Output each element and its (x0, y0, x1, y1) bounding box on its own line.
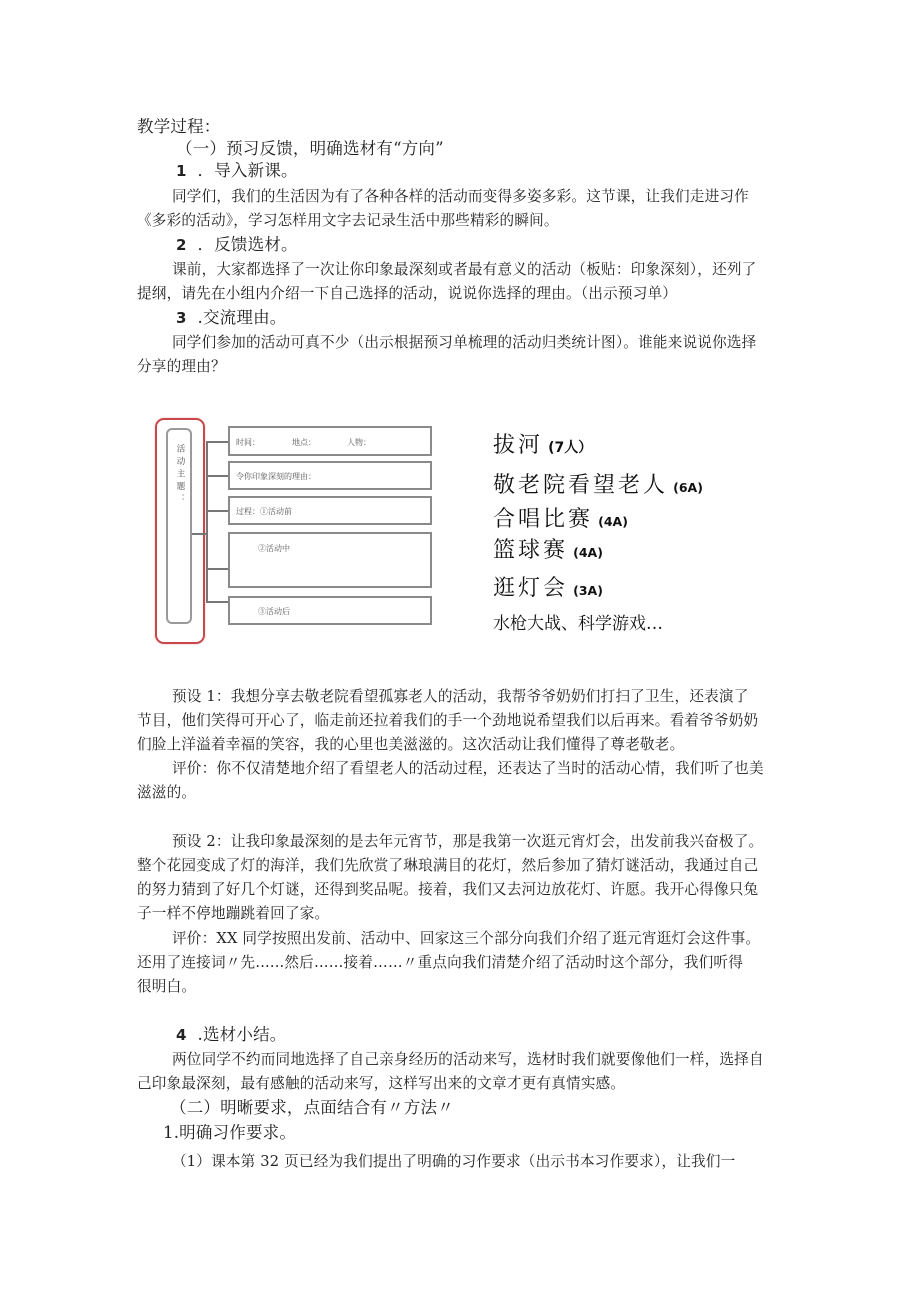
step1-title: ．导入新课。 (197, 161, 298, 180)
section2-sub1-item1: （1）课本第 32 页已经为我们提出了明确的习作要求（出示书本习作要求），让我们一 (172, 1153, 736, 1170)
tally-others: 水枪大战、科学游戏… (493, 614, 663, 634)
connector-branch-2 (206, 475, 228, 477)
step4-para-line1: 两位同学不约而同地选择了自己亲身经历的活动来写，选材时我们就要像他们一样，选择自 (172, 1051, 764, 1068)
step1-para-line2: 《多彩的活动》，学习怎样用文字去记录生活中那些精彩的瞬间。 (137, 212, 559, 229)
tally-count: (7人） (548, 440, 593, 456)
outline-box-during (228, 532, 432, 588)
connector-branch-4 (206, 568, 228, 570)
preset1-review-line2: 滋滋的。 (137, 784, 197, 801)
preset1-line3: 们脸上洋溢着幸福的笑容，我的心里也美滋滋的。这次活动让我们懂得了尊老敬老。 (137, 736, 685, 753)
tally-count: (3A) (573, 583, 603, 598)
tally-item (493, 428, 592, 459)
tally-count: (4A) (598, 514, 628, 529)
step3-para-line2: 分享的理由？ (137, 358, 226, 375)
process-before-label: 过程：①活动前 (236, 507, 292, 516)
step3-title: .交流理由。 (197, 308, 287, 327)
step4-para-line2: 己印象最深刻，最有感触的活动来写，这样写出来的文章才更有真情实感。 (137, 1075, 626, 1092)
step3-number: 3 (176, 309, 187, 327)
tally-activity: 逛灯会 (493, 576, 569, 601)
step1-heading (176, 160, 298, 182)
tally-count: (4A) (573, 545, 603, 560)
time-label: 时间： (236, 438, 260, 447)
process-during-label: ②活动中 (258, 544, 290, 553)
connector-stem (192, 533, 207, 535)
step2-title: ．反馈选材。 (197, 235, 298, 254)
heading-teaching-process: 教学过程： (137, 117, 221, 136)
preset2-line2: 整个花园变成了灯的海洋，我们先欣赏了琳琅满目的花灯，然后参加了猜灯谜活动，我通过自己 (137, 857, 759, 874)
tally-activity: 合唱比赛 (493, 507, 594, 532)
outline-box-reason (228, 461, 432, 490)
preset1-line2: 节目，他们笑得可开心了，临走前还拉着我们的手一个劲地说希望我们以后再来。看着爷爷奶奶 (137, 712, 759, 729)
reason-label: 令你印象深刻的理由： (236, 472, 316, 481)
step4-number: 4 (176, 1026, 187, 1044)
section2-title: （二）明晰要求，点面结合有〃方法〃 (170, 1098, 454, 1117)
connector-branch-1 (206, 441, 228, 443)
section1-title: （一）预习反馈，明确选材有“方向” (176, 139, 444, 158)
tally-activity: 篮球赛 (493, 538, 569, 563)
tally-activity: 敬老院看望老人 (493, 473, 669, 498)
preset2-review-line2: 还用了连接词〃先......然后……接着……〃重点向我们清楚介绍了活动时这个部分，我们听得 (137, 954, 743, 971)
place-label: 地点： (292, 438, 316, 447)
tally-item (493, 502, 628, 533)
activity-theme-label: 活动主题： (175, 444, 185, 507)
preview-outline-diagram (155, 418, 440, 648)
step4-title: .选材小结。 (197, 1025, 287, 1044)
tally-item (493, 533, 603, 564)
step1-number: 1 (176, 162, 187, 180)
preset1-line1: 预设 1：我想分享去敬老院看望孤寡老人的活动，我帮爷爷奶奶们打扫了卫生，还表演了 (172, 688, 749, 705)
connector-spine (206, 441, 208, 602)
connector-branch-5 (206, 601, 228, 603)
preset2-line1: 预设 2：让我印象最深刻的是去年元宵节，那是我第一次逛元宵灯会，出发前我兴奋极了。 (172, 833, 764, 850)
theme-inner-frame (166, 428, 192, 624)
step2-para-line2: 提纲，请先在小组内介绍一下自己选择的活动，说说你选择的理由。（出示预习单） (137, 285, 678, 302)
outline-box-before (228, 496, 432, 525)
step2-para-line1: 课前，大家都选择了一次让你印象最深刻或者最有意义的活动（板贴：印象深刻），还列了 (172, 261, 757, 278)
section2-sub1: 1.明确习作要求。 (163, 1123, 297, 1142)
preset2-line4: 子一样不停地蹦跳着回了家。 (137, 905, 330, 922)
tally-activity: 拔河 (493, 433, 544, 458)
process-after-label: ③活动后 (258, 607, 290, 616)
step1-para-line1: 同学们，我们的生活因为有了各种各样的活动而变得多姿多彩。这节课，让我们走进习作 (172, 188, 749, 205)
outline-box-time-place-people (228, 426, 432, 456)
preset1-review-line1: 评价：你不仅清楚地介绍了看望老人的活动过程，还表达了当时的活动心情，我们听了也美 (172, 760, 764, 777)
connector-branch-3 (206, 510, 228, 512)
people-label: 人物： (347, 438, 371, 447)
outline-box-after (228, 596, 432, 625)
step3-heading (176, 307, 286, 329)
step4-heading (176, 1024, 286, 1046)
preset2-review-line3: 很明白。 (137, 978, 197, 995)
tally-count: (6A) (673, 480, 703, 495)
preset2-line3: 的努力猜到了好几个灯谜，还得到奖品呢。接着，我们又去河边放花灯、许愿。我开心得像只兔 (137, 881, 759, 898)
preset2-review-line1: 评价：XX 同学按照出发前、活动中、回家这三个部分向我们介绍了逛元宵逛灯会这件事。 (172, 930, 761, 947)
tally-item (493, 571, 603, 602)
step2-heading (176, 234, 298, 256)
tally-item (493, 468, 703, 499)
step3-para-line1: 同学们参加的活动可真不少（出示根据预习单梳理的活动归类统计图）。谁能来说说你选择 (172, 334, 757, 351)
step2-number: 2 (176, 236, 187, 254)
